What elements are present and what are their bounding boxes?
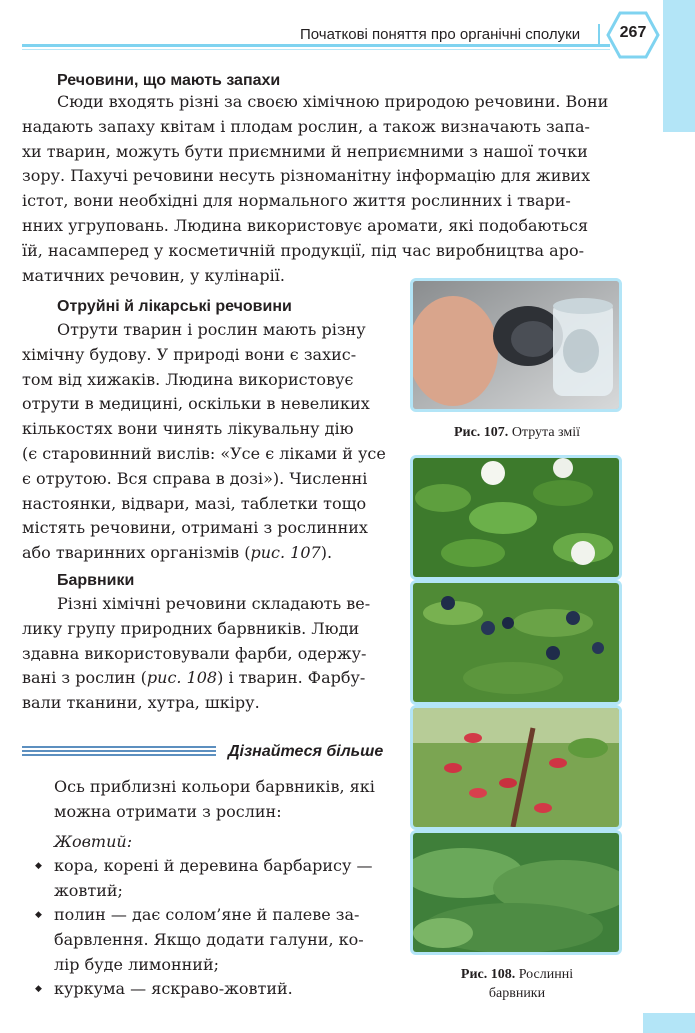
heading-poisons: Отруйні й лікарські речовини	[57, 298, 292, 315]
running-header-title: Початкові поняття про органічні сполуки	[300, 26, 581, 43]
blueberry-image	[413, 583, 619, 702]
header-divider	[598, 24, 600, 44]
figure-107-photo	[410, 278, 622, 412]
snake-venom-image	[413, 281, 619, 409]
side-color-band	[663, 0, 695, 132]
figure-107-caption: Рис. 107. Отрута змії	[453, 425, 581, 440]
bullet-diamond: ◆	[35, 861, 42, 871]
bullet-item-2: полин — дає солом’яне й палеве за- барвлення. Якщо додати галуни, ко- лір буде лимонний;	[54, 905, 364, 974]
paragraph-poisons: Отрути тварин і рослин мають різну хімічну будову. У природі вони є захис- том від хижаків. Людина використовує отрути в медицині, оскільки в невеликих кількостях вони чинять лікувальну дію (є старовинний вислів: «Усе є ліками й усе є отрутою. Вся справа в дозі»). Численні настоянки, відвари, мазі, таблетки тощо містять речовини, отримані з рослинних або тваринних організмів (рис. 107).	[22, 320, 386, 563]
figure-108-photo-elder	[410, 455, 622, 580]
bullet-item-3: куркума — яскраво-жовтий.	[54, 979, 293, 998]
learn-more-intro: Ось приблизні кольори барвників, які можна отримати з рослин:	[54, 777, 375, 821]
bullet-diamond: ◆	[35, 910, 42, 920]
learn-more-rule	[22, 746, 216, 758]
figure-108-caption: Рис. 108. Рослинні барвники	[460, 967, 574, 1001]
heading-dyes: Барвники	[57, 572, 135, 589]
bullet-item-1: кора, корені й деревина барбарису — жовтий;	[54, 856, 373, 900]
color-subheading-yellow: Жовтий:	[54, 832, 133, 851]
paragraph-odors: Сюди входять різні за своєю хімічною природою речовини. Вони надають запаху квітам і плодам рослин, а також визначають запа- хи тварин, можуть бути приємними й неприємними з нашої точки зору. Пахучі речовини несуть різноманітну інформацію для живих істот, вони необхідні для нормального життя рослинних і твари- нних угруповань. Людина використовує аромати, які подобаються їй, насамперед у косметичній продукції, під час виробництва аро- матичних речовин, у кулінарії.	[22, 92, 609, 285]
header-rule	[22, 44, 610, 47]
figure-108-photo-barberry	[410, 705, 622, 830]
elder-leaves-image	[413, 458, 619, 577]
bottom-color-band	[643, 1013, 695, 1033]
juniper-image	[413, 833, 619, 952]
learn-more-title: Дізнайтеся більше	[228, 743, 384, 760]
header-rule-thin	[22, 49, 610, 50]
paragraph-dyes: Різні хімічні речовини складають ве- лику групу природних барвників. Люди здавна використовували фарби, одержу- вані з рослин (рис. 108) і тварин. Фарбу- вали тканини, хутра, шкіру.	[22, 594, 371, 713]
barberry-image	[413, 708, 619, 827]
heading-odors: Речовини, що мають запахи	[57, 72, 281, 89]
bullet-diamond: ◆	[35, 984, 42, 994]
figure-108-photo-blueberry	[410, 580, 622, 705]
page-number: 267	[619, 24, 647, 41]
figure-108-photo-juniper	[410, 830, 622, 955]
figure-ref-108[interactable]: рис. 108	[146, 668, 218, 688]
figure-ref-107[interactable]: рис. 107	[250, 543, 321, 563]
